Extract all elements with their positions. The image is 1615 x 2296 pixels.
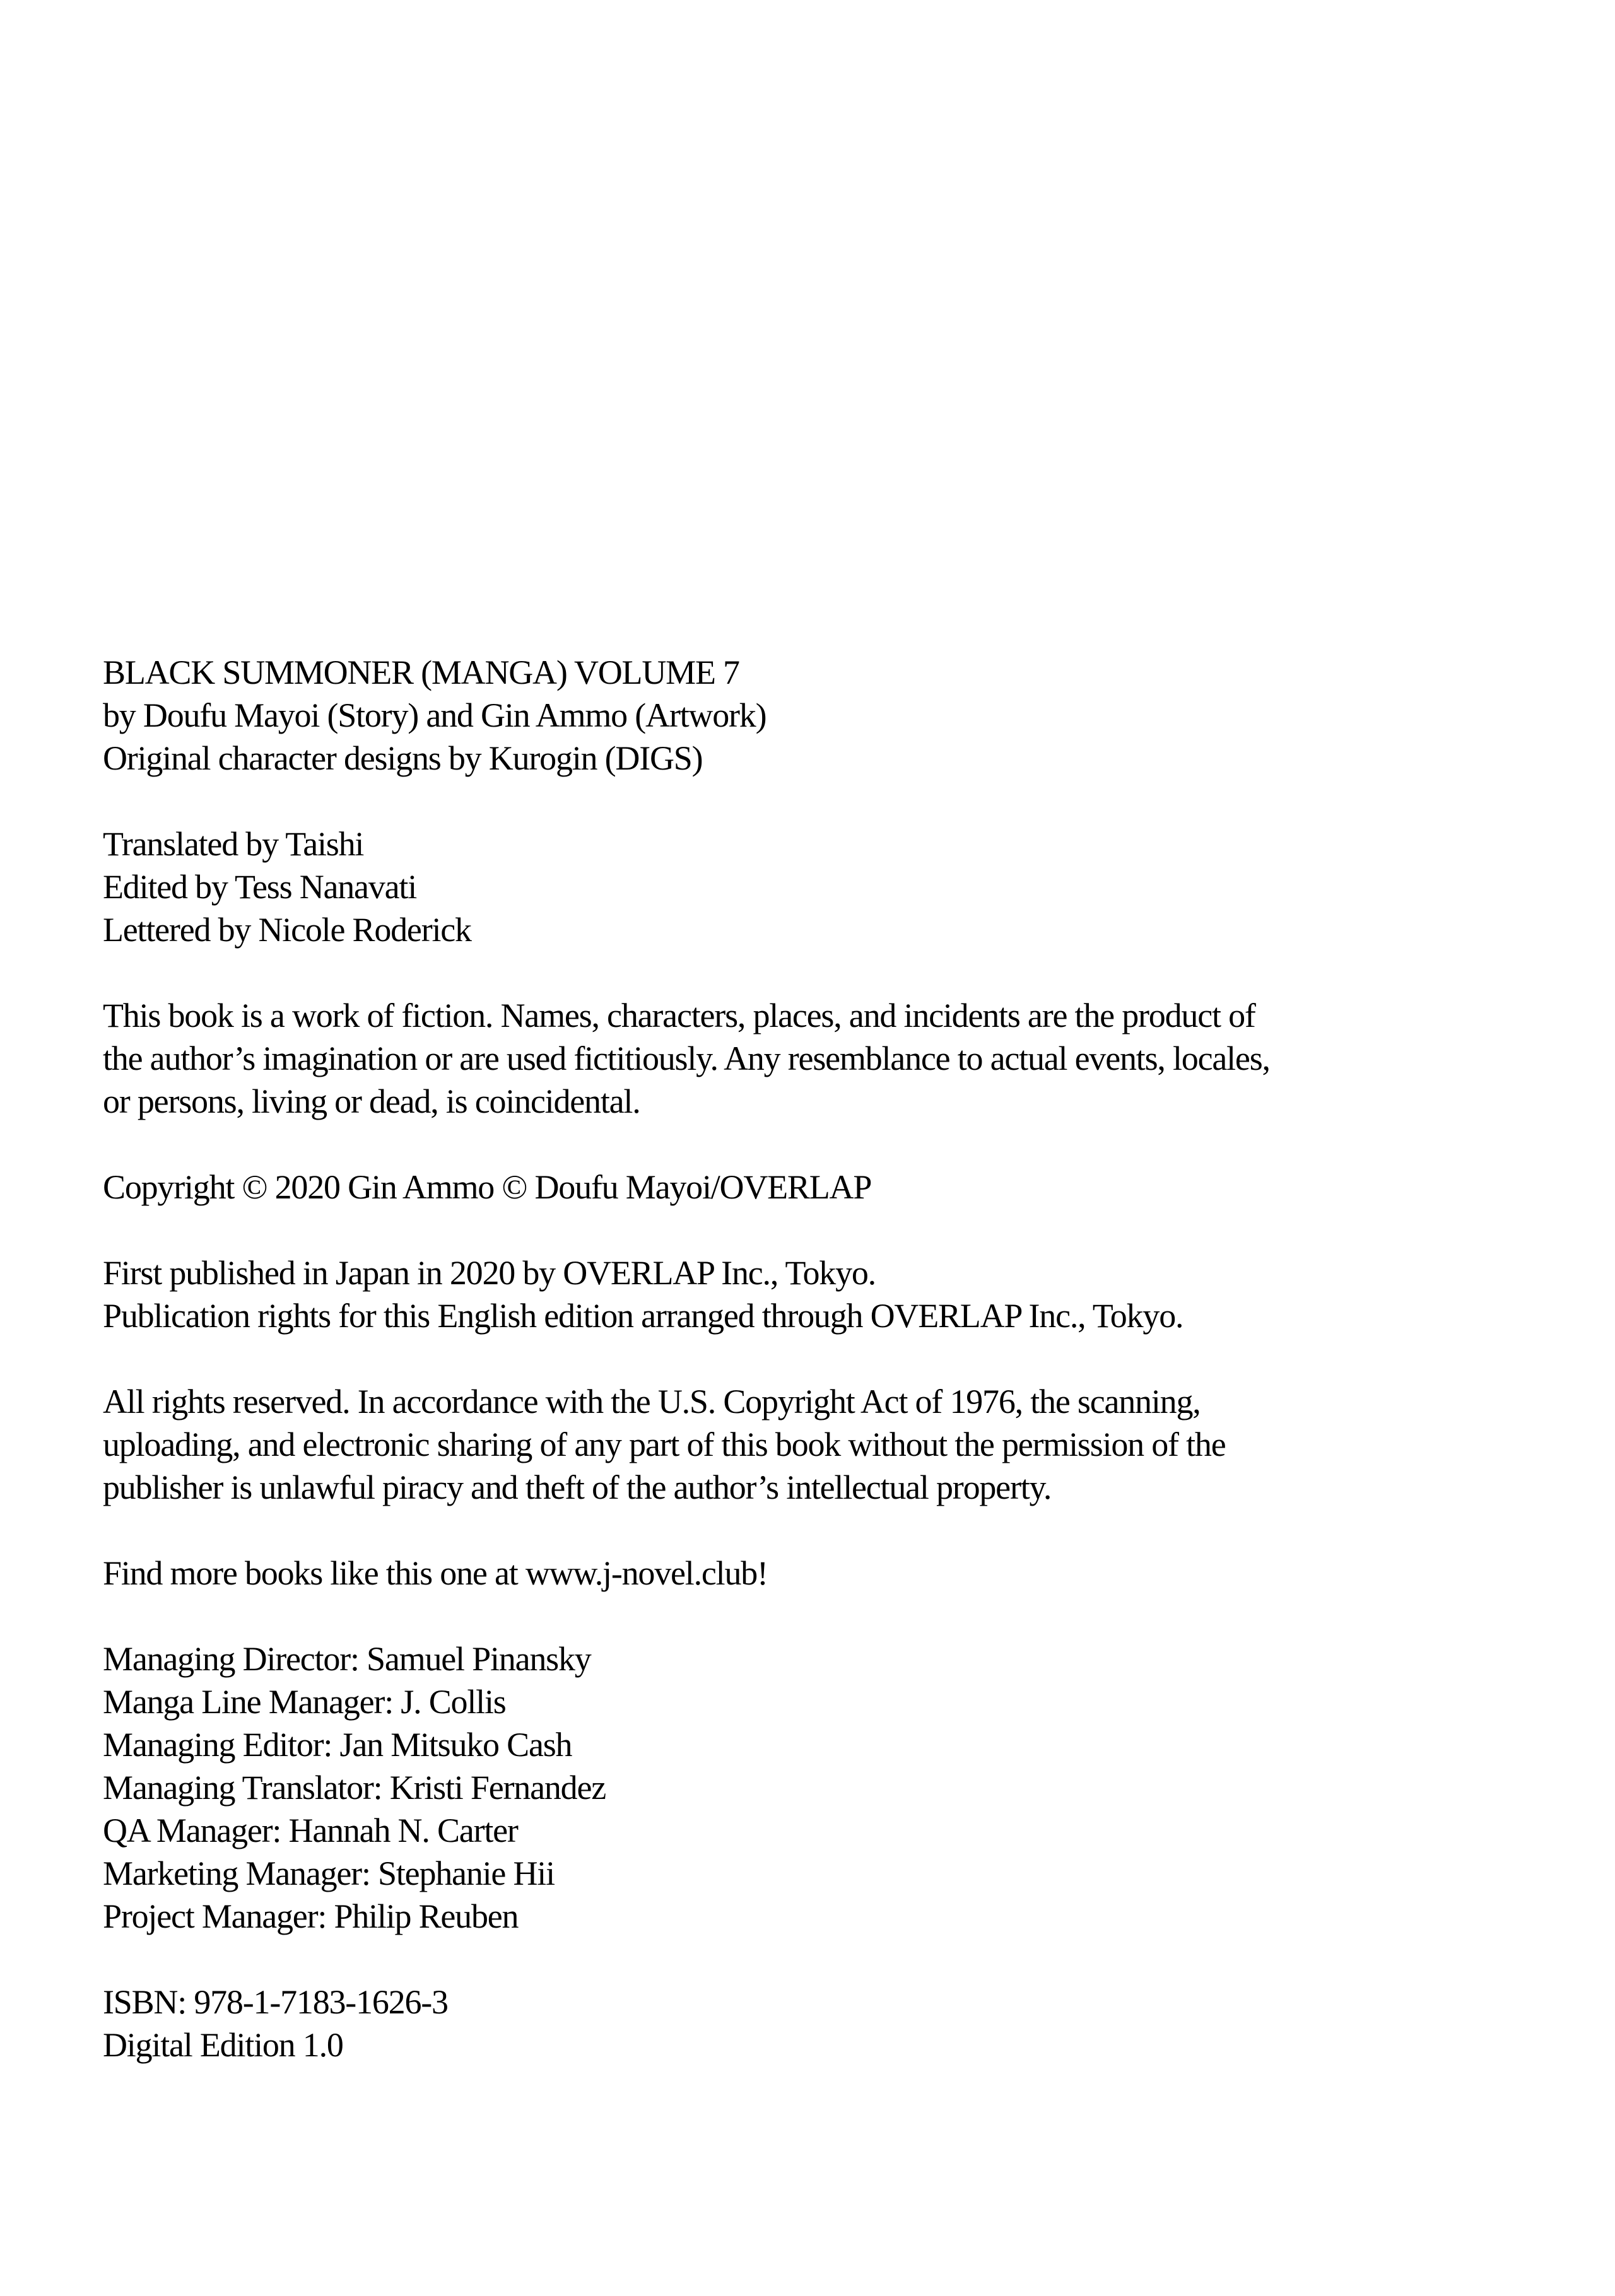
character-design-credit: Original character designs by Kurogin (DIGS): [103, 739, 703, 777]
isbn-line: ISBN: 978-1-7183-1626-3: [103, 1983, 448, 2021]
disclaimer-line: or persons, living or dead, is coincidental.: [103, 1082, 640, 1120]
first-published-line: First published in Japan in 2020 by OVERLAP Inc., Tokyo.: [103, 1254, 876, 1292]
fiction-disclaimer: [103, 994, 1510, 1123]
staff-list: [103, 1637, 1510, 1938]
staff-line-project-manager: Project Manager: Philip Reuben: [103, 1897, 519, 1935]
staff-line-qa-manager: QA Manager: Hannah N. Carter: [103, 1812, 518, 1849]
staff-line-managing-translator: Managing Translator: Kristi Fernandez: [103, 1769, 606, 1807]
disclaimer-line: the author’s imagination or are used fictitiously. Any resemblance to actual events, locales,: [103, 1040, 1270, 1077]
find-more-text: Find more books like this one at www.j-novel.club!: [103, 1554, 768, 1592]
staff-line-marketing-manager: Marketing Manager: Stephanie Hii: [103, 1854, 555, 1892]
rights-notice: [103, 1380, 1510, 1509]
disclaimer-line: This book is a work of fiction. Names, characters, places, and incidents are the product of: [103, 997, 1255, 1034]
rights-notice-line: uploading, and electronic sharing of any part of this book without the permission of the: [103, 1426, 1226, 1463]
publication-rights-line: Publication rights for this English edition arranged through OVERLAP Inc., Tokyo.: [103, 1297, 1183, 1335]
credits-block: [103, 823, 1510, 951]
editor-credit: Edited by Tess Nanavati: [103, 868, 417, 906]
colophon-text-block: [103, 651, 1510, 2066]
book-title: BLACK SUMMONER (MANGA) VOLUME 7: [103, 653, 739, 691]
author-byline: by Doufu Mayoi (Story) and Gin Ammo (Artwork): [103, 696, 766, 734]
rights-notice-line: All rights reserved. In accordance with the U.S. Copyright Act of 1976, the scanning,: [103, 1383, 1201, 1420]
digital-edition-line: Digital Edition 1.0: [103, 2026, 343, 2064]
staff-line-managing-editor: Managing Editor: Jan Mitsuko Cash: [103, 1726, 572, 1764]
rights-notice-line: publisher is unlawful piracy and theft of the author’s intellectual property.: [103, 1468, 1052, 1506]
publication-block: [103, 1251, 1510, 1337]
staff-line-manga-line-manager: Manga Line Manager: J. Collis: [103, 1683, 506, 1721]
staff-line-managing-director: Managing Director: Samuel Pinansky: [103, 1640, 591, 1678]
copyright-block: [103, 1166, 1510, 1209]
letterer-credit: Lettered by Nicole Roderick: [103, 911, 471, 949]
title-block: [103, 651, 1510, 780]
find-more-block: [103, 1552, 1510, 1595]
translator-credit: Translated by Taishi: [103, 825, 364, 863]
edition-block: [103, 1981, 1510, 2066]
copyright-text: Copyright © 2020 Gin Ammo © Doufu Mayoi/OVERLAP: [103, 1168, 872, 1206]
